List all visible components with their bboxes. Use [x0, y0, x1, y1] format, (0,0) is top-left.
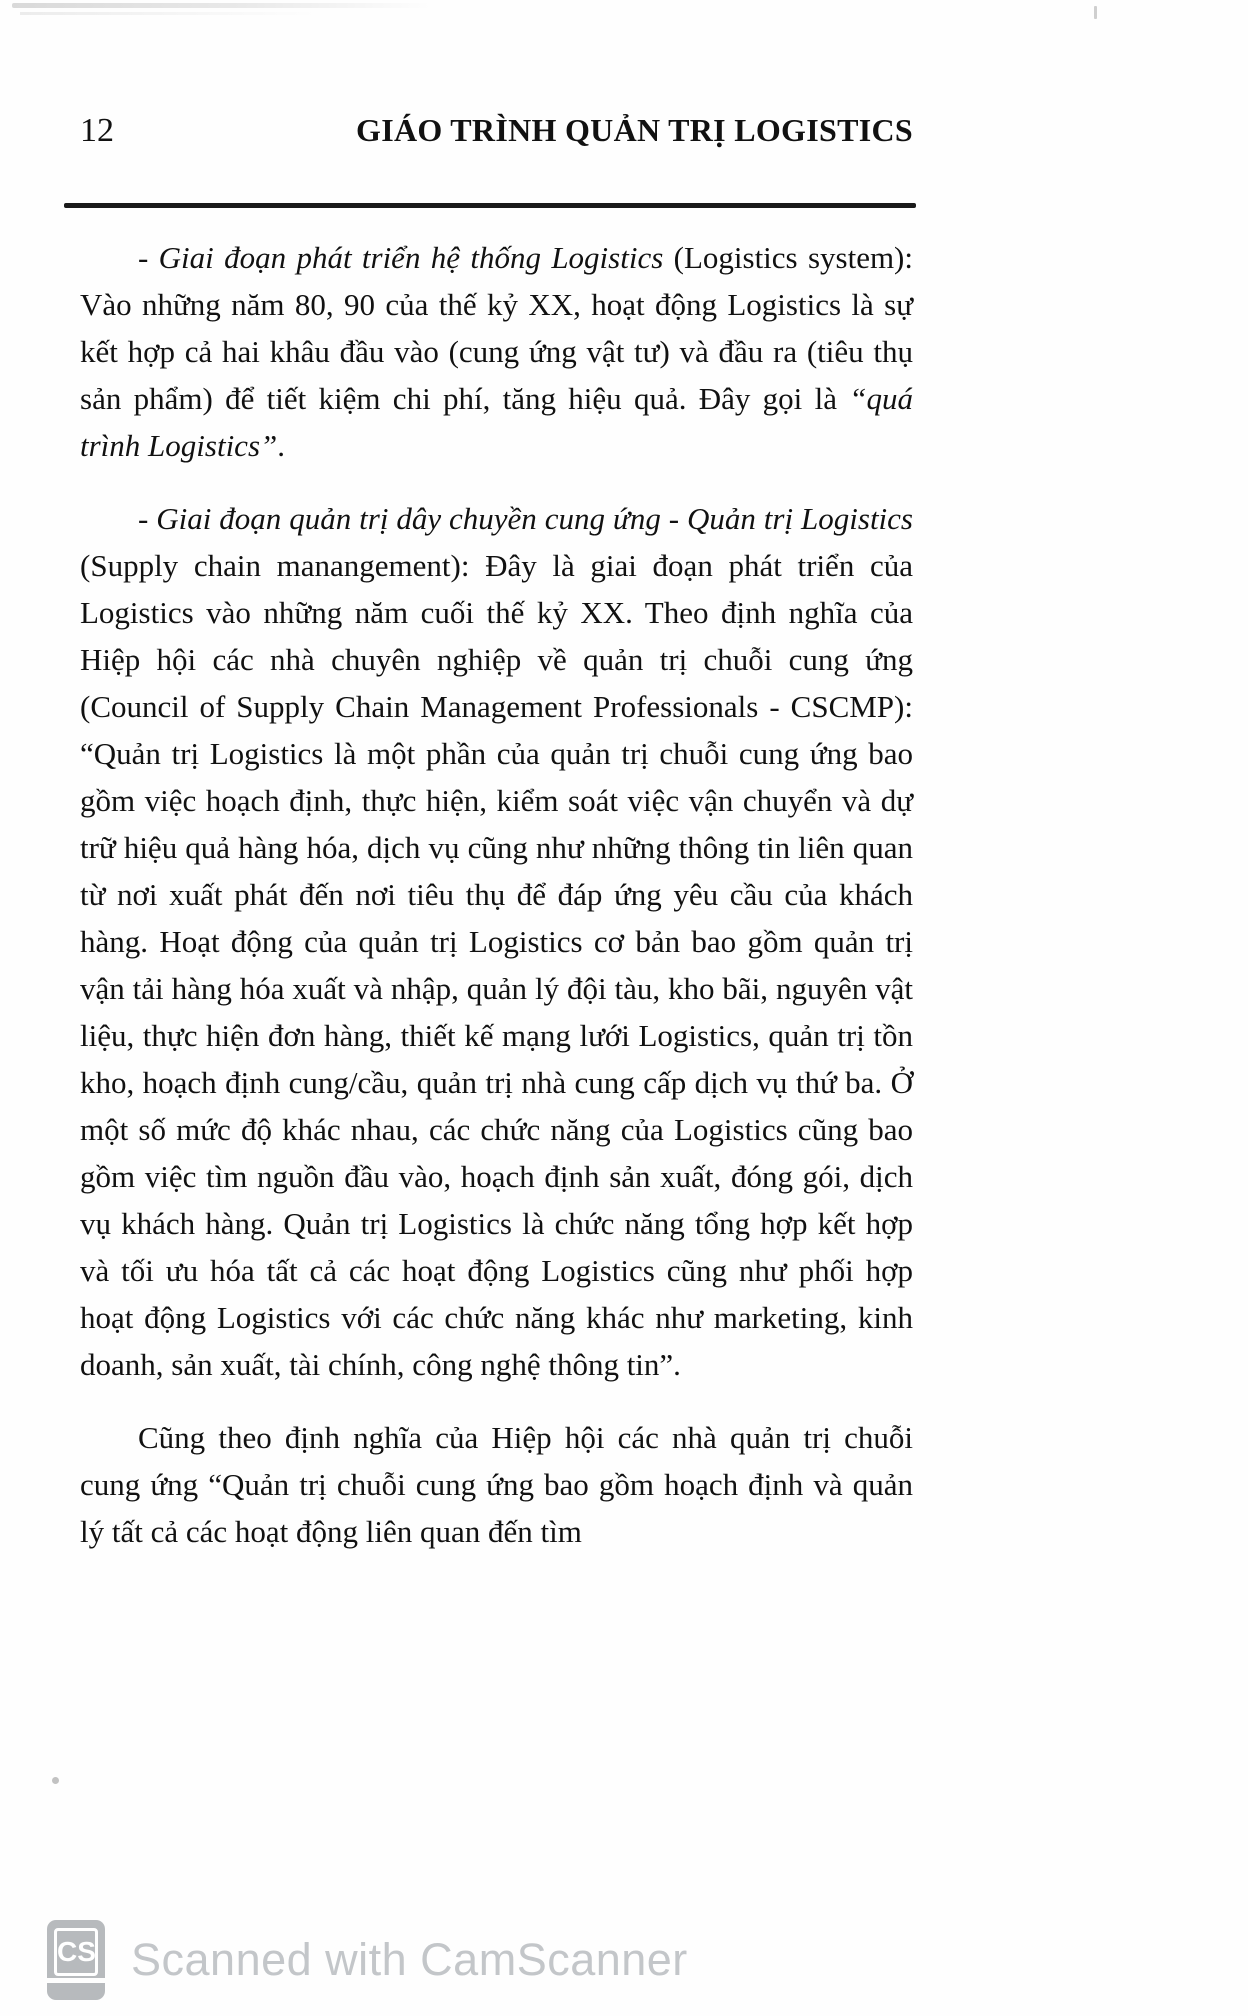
- page-number: 12: [80, 112, 114, 149]
- scan-smudge-artifact: [12, 3, 432, 8]
- camscanner-watermark: [47, 1920, 688, 2000]
- header-rule: [64, 203, 916, 208]
- page-header: [80, 112, 913, 150]
- page-body: [80, 234, 913, 1555]
- paragraph-logistics-system-stage: - Giai đoạn phát triển hệ thống Logistics (Logistics system): Vào những năm 80, 90 của thế kỷ XX, hoạt động Logistics là sự kết hợp cả hai khâu đầu vào (cung ứng vật tư) và đầu ra (tiêu thụ sản phẩm) để tiết kiệm chi phí, tăng hiệu quả. Đây gọi là “quá trình Logistics”.: [80, 240, 913, 463]
- scan-smudge-artifact: [20, 12, 320, 15]
- camscanner-icon: [47, 1920, 105, 2000]
- camscanner-icon-divider: [47, 1978, 105, 1983]
- running-title: GIÁO TRÌNH QUẢN TRỊ LOGISTICS: [356, 112, 913, 148]
- paragraph-scm-definition: Cũng theo định nghĩa của Hiệp hội các nhà quản trị chuỗi cung ứng “Quản trị chuỗi cung ứng bao gồm hoạch định và quản lý tất cả các hoạt động liên quan đến tìm: [80, 1420, 913, 1549]
- camscanner-cs-badge: CS: [54, 1928, 98, 1976]
- scan-mark-artifact: [1094, 6, 1097, 19]
- scan-dot-artifact: [52, 1777, 59, 1784]
- watermark-text: Scanned with CamScanner: [131, 1934, 688, 1985]
- paragraph-supply-chain-stage: - Giai đoạn quản trị dây chuyền cung ứng - Quản trị Logistics (Supply chain manangement): Đây là giai đoạn phát triển của Logistics vào những năm cuối thế kỷ XX. Theo định nghĩa của Hiệp hội các nhà chuyên nghiệp về quản trị chuỗi cung ứng (Council of Supply Chain Management Professionals - CSCMP): “Quản trị Logistics là một phần của quản trị chuỗi cung ứng bao gồm việc hoạch định, thực hiện, kiểm soát việc vận chuyển và dự trữ hiệu quả hàng hóa, dịch vụ cũng như những thông tin liên quan từ nơi xuất phát đến nơi tiêu thụ để đáp ứng yêu cầu của khách hàng. Hoạt động của quản trị Logistics cơ bản bao gồm quản trị vận tải hàng hóa xuất và nhập, quản lý đội tàu, kho bãi, nguyên vật liệu, thực hiện đơn hàng, thiết kế mạng lưới Logistics, quản trị tồn kho, hoạch định cung/cầu, quản trị nhà cung cấp dịch vụ thứ ba. Ở một số mức độ khác nhau, các chức năng của Logistics cũng bao gồm việc tìm nguồn đầu vào, hoạch định sản xuất, đóng gói, dịch vụ khách hàng. Quản trị Logistics là chức năng tổng hợp kết hợp và tối ưu hóa tất cả các hoạt động Logistics cũng như phối hợp hoạt động Logistics với các chức năng khác như marketing, kinh doanh, sản xuất, tài chính, công nghệ thông tin”.: [80, 501, 913, 1382]
